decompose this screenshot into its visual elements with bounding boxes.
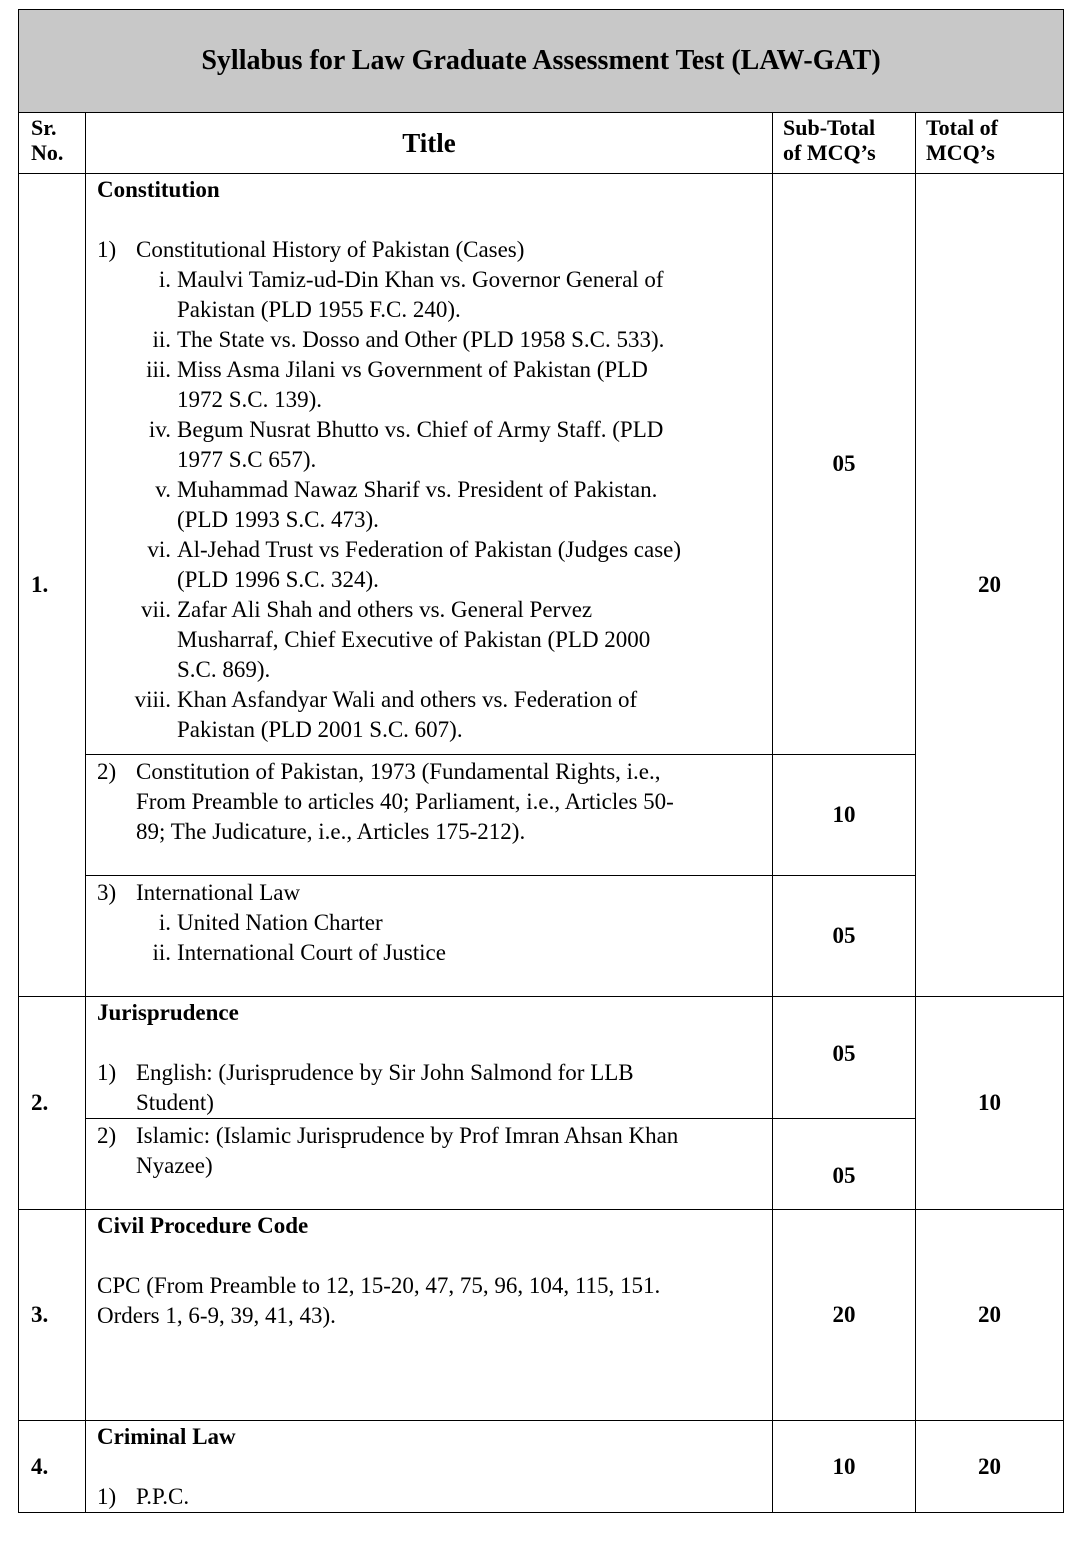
total-value: 20	[916, 1421, 1064, 1513]
total-value: 10	[916, 997, 1064, 1210]
section-number: 1.	[19, 174, 86, 997]
table-row	[19, 174, 1064, 755]
section-cell: Constitution 1) Constitutional History of Pakistan (Cases) i. Maulvi Tamiz-ud-Din Khan vs. Governor General of Pakistan (PLD 1955 F.C. 240). ii. The State vs. Dosso and Other (PLD 1958 S.C. 533). iii. Miss Asma Jilani vs Government of Pakistan (PLD 1972 S.C. 139). iv. Begum Nusrat Bhutto vs. Chief of Army Staff. (PLD 1977 S.C 657). v. Muhammad Nawaz Sharif vs. President of Pakistan. (PLD 1993 S.C. 473). vi. Al-Jehad Trust vs Federation of Pakistan (Judges case) (PLD 1996 S.C. 324). vii. Zafar Ali Shah and others vs. General Pervez Musharraf, Chief Executive of Pakistan (PLD 2000 S.C. 869). viii. Khan Asfandyar Wali and others vs. Federation of Pakistan (PLD 2001 S.C. 607).	[86, 174, 773, 755]
section-heading: Criminal Law	[97, 1424, 236, 1449]
subtotal-value: 10	[773, 1421, 916, 1513]
section-heading: Civil Procedure Code	[97, 1213, 309, 1238]
table-row	[19, 1421, 1064, 1513]
header-row	[19, 113, 1064, 174]
section-cell	[86, 1119, 773, 1210]
section-cell	[86, 1421, 773, 1513]
section-heading: Constitution	[97, 177, 220, 202]
subtotal-value: 05	[773, 876, 916, 997]
subtotal-value: 10	[773, 755, 916, 876]
subtotal-value: 05	[773, 997, 916, 1119]
section-cell	[86, 755, 773, 876]
table-row	[19, 1119, 1064, 1210]
header-total: Total of MCQ’s	[916, 113, 1064, 174]
list-item: 3) International Law	[97, 880, 301, 905]
page-title: Syllabus for Law Graduate Assessment Test (LAW-GAT)	[19, 10, 1064, 113]
section-cell	[86, 997, 773, 1119]
list-item: 2) Constitution of Pakistan, 1973 (Fundamental Rights, i.e., From Preamble to articles 40; Parliament, i.e., Articles 50- 89; The Judicature, i.e., Articles 175-212).	[97, 759, 674, 844]
subtotal-value: 05	[773, 1119, 916, 1210]
section-number: 2.	[19, 997, 86, 1210]
total-value: 20	[916, 1210, 1064, 1421]
section-heading: Jurisprudence	[97, 1000, 239, 1025]
table-row	[19, 1210, 1064, 1421]
header-title: Title	[86, 113, 773, 174]
section-number: 4.	[19, 1421, 86, 1513]
table-row	[19, 997, 1064, 1119]
section-number: 3.	[19, 1210, 86, 1421]
header-subtotal: Sub-Total of MCQ’s	[773, 113, 916, 174]
syllabus-table	[18, 9, 1064, 1513]
list-item: 1) P.P.C.	[97, 1484, 190, 1509]
table-row	[19, 876, 1064, 997]
subtotal-value: 20	[773, 1210, 916, 1421]
table-row	[19, 755, 1064, 876]
list-item: 2) Islamic: (Islamic Jurisprudence by Prof Imran Ahsan Khan Nyazee)	[97, 1123, 679, 1178]
list-item: 1) English: (Jurisprudence by Sir John Salmond for LLB Student)	[97, 1060, 634, 1115]
section-cell: Civil Procedure Code CPC (From Preamble to 12, 15-20, 47, 75, 96, 104, 115, 151. Orders 1, 6-9, 39, 41, 43).	[86, 1210, 773, 1421]
header-sr-no: Sr. No.	[19, 113, 86, 174]
subtotal-value: 05	[773, 174, 916, 755]
section-cell: 3) International Law i. United Nation Charter ii. International Court of Justice	[86, 876, 773, 997]
list-item: 1) Constitutional History of Pakistan (Cases)	[97, 237, 525, 262]
total-value: 20	[916, 174, 1064, 997]
